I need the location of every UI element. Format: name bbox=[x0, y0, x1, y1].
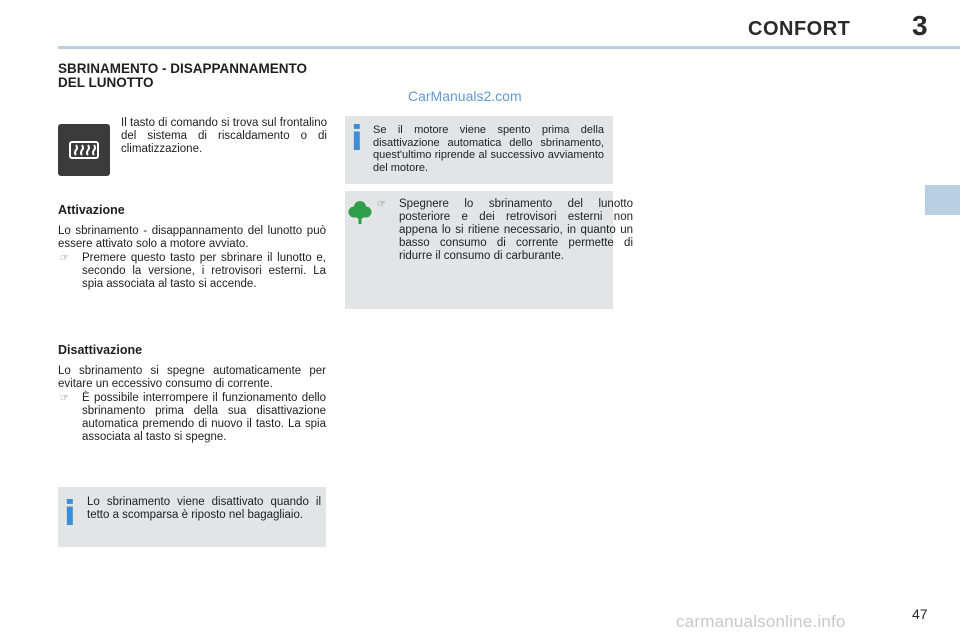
activation-bullet bbox=[58, 252, 326, 291]
activation-title: Attivazione bbox=[58, 203, 125, 217]
watermark-top: CarManuals2.com bbox=[408, 88, 522, 104]
pointing-hand-icon: ☞ bbox=[60, 393, 69, 404]
deactivation-bullet-text: È possibile interrompere il funzionamento dello sbrinamento prima della sua disattivazione automatica premendo di nuovo il tasto. La spia associata al tasto si spegne. bbox=[82, 392, 326, 443]
info-icon: i bbox=[351, 119, 363, 159]
rear-defrost-button bbox=[58, 124, 110, 176]
chapter-side-tab bbox=[925, 185, 960, 215]
info-box-right bbox=[345, 116, 613, 184]
eco-bullet bbox=[375, 198, 633, 263]
deactivation-section bbox=[58, 343, 326, 444]
chapter-title: CONFORT bbox=[748, 18, 851, 40]
eco-box bbox=[345, 191, 633, 309]
page-number: 47 bbox=[912, 606, 928, 622]
rear-defrost-icon bbox=[67, 137, 101, 163]
deactivation-bullet bbox=[58, 392, 326, 444]
activation-section bbox=[58, 203, 326, 291]
info-box-right-text: Se il motore viene spento prima della disattivazione automatica dello sbrinamento, quest'ultimo riprende al successivo avviamento del motore. bbox=[373, 124, 604, 174]
info-box-bottom-text: Lo sbrinamento viene disattivato quando il tetto a scomparsa è riposto nel bagagliaio. bbox=[87, 496, 321, 521]
info-box-bottom bbox=[58, 487, 326, 547]
chapter-number: 3 bbox=[912, 10, 928, 41]
activation-text: Lo sbrinamento - disappannamento del lunotto può essere attivato solo a motore avviato. bbox=[58, 225, 326, 250]
eco-tree-icon bbox=[348, 199, 372, 225]
deactivation-title: Disattivazione bbox=[58, 343, 143, 357]
section-title: SBRINAMENTO - DISAPPANNAMENTO DEL LUNOTTO bbox=[58, 61, 308, 90]
footer-watermark: carmanualsonline.info bbox=[676, 612, 846, 631]
intro-text: Il tasto di comando si trova sul frontalino del sistema di riscaldamento o di climatizzazione. bbox=[121, 117, 327, 155]
deactivation-text: Lo sbrinamento si spegne automaticamente per evitare un eccessivo consumo di corrente. bbox=[58, 365, 326, 390]
pointing-hand-icon: ☞ bbox=[377, 199, 386, 210]
header-rule bbox=[58, 46, 960, 49]
eco-bullet-text: Spegnere lo sbrinamento del lunotto posteriore e dei retrovisori esterni non appena lo si ritiene necessario, in quanto un basso consumo di corrente permette di ridurre il consumo di carburante. bbox=[399, 198, 633, 262]
info-icon: i bbox=[64, 494, 76, 534]
activation-bullet-text: Premere questo tasto per sbrinare il lunotto e, secondo la versione, i retrovisori esterni. La spia associata al tasto si accende. bbox=[82, 252, 326, 290]
pointing-hand-icon: ☞ bbox=[60, 253, 69, 264]
